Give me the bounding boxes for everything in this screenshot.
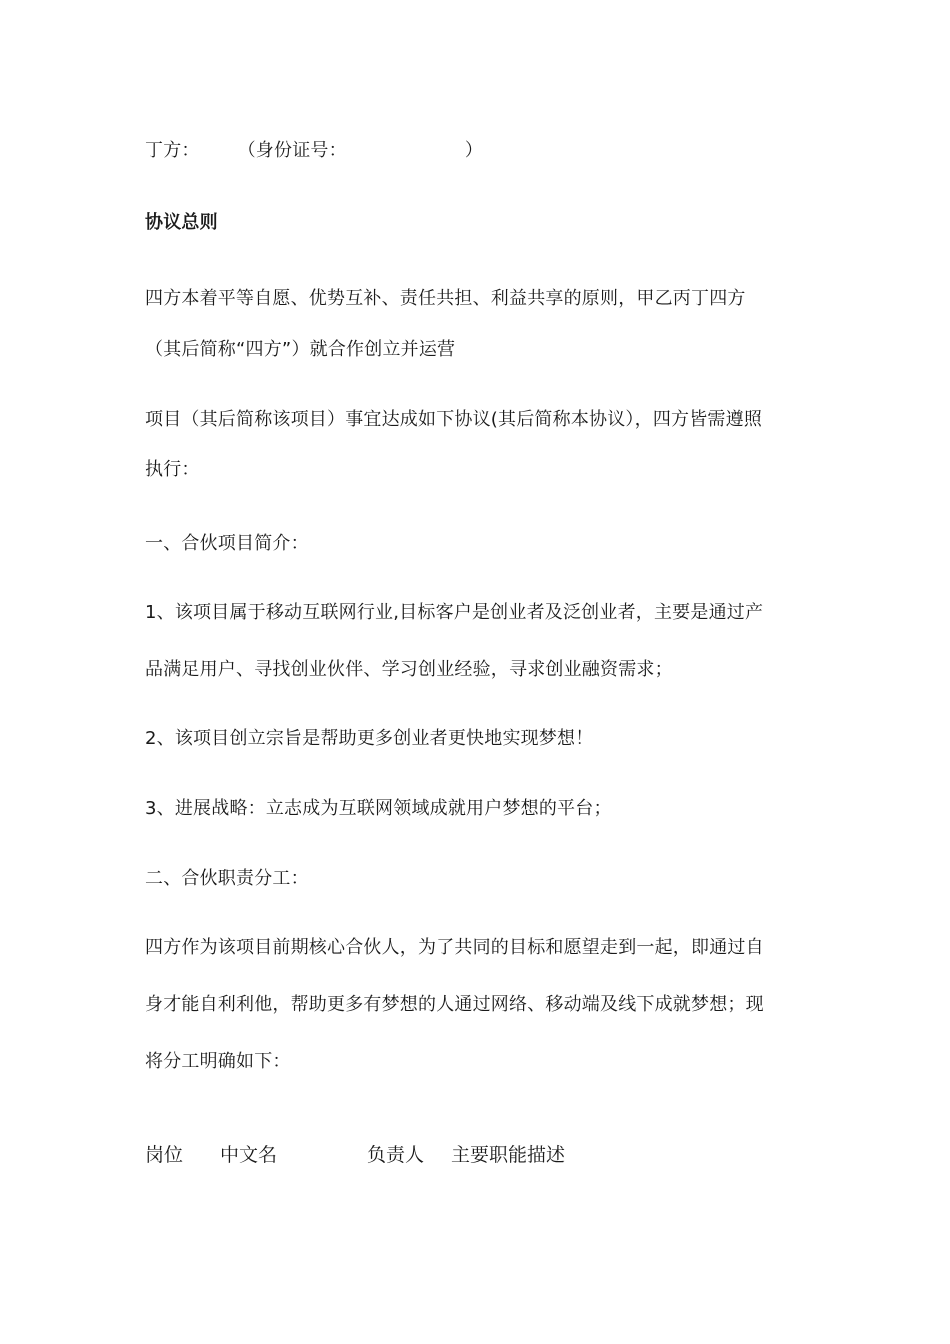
- duty-title: 二、合伙职责分工：: [145, 868, 309, 889]
- party-d-label: 丁方：: [145, 140, 200, 161]
- intro-item-1-line-1: 1、该项目属于移动互联网行业,目标客户是创业者及泛创业者，主要是通过产: [145, 602, 764, 623]
- general-paragraph-2-line-1: 项目（其后简称该项目）事宜达成如下协议(其后简称本协议），四方皆需遵照: [145, 409, 763, 430]
- duty-paragraph-line-2: 身才能自利利他，帮助更多有梦想的人通过网络、移动端及线下成就梦想；现: [145, 994, 764, 1015]
- general-paragraph-1-line-1: 四方本着平等自愿、优势互补、责任共担、利益共享的原则，甲乙丙丁四方: [145, 288, 746, 309]
- table-header-post: 岗位: [145, 1144, 184, 1166]
- party-d-id-label: （身份证号：: [237, 140, 347, 161]
- general-title: 协议总则: [145, 212, 218, 233]
- intro-item-3: 3、进展战略：立志成为互联网领域成就用户梦想的平台；: [145, 798, 612, 819]
- duty-paragraph-line-3: 将分工明确如下：: [145, 1051, 291, 1072]
- table-header-owner: 负责人: [367, 1144, 425, 1166]
- intro-item-2: 2、该项目创立宗旨是帮助更多创业者更快地实现梦想！: [145, 728, 594, 749]
- general-paragraph-2-line-2: 执行：: [145, 459, 200, 480]
- duty-paragraph-line-1: 四方作为该项目前期核心合伙人，为了共同的目标和愿望走到一起，即通过自: [145, 937, 764, 958]
- table-header-description: 主要职能描述: [451, 1144, 566, 1166]
- intro-item-1-line-2: 品满足用户、寻找创业伙伴、学习创业经验，寻求创业融资需求；: [145, 659, 673, 680]
- intro-title: 一、合伙项目简介：: [145, 533, 309, 554]
- party-d-row: [145, 139, 483, 163]
- general-paragraph-1-line-2: （其后简称“四方”）就合作创立并运营: [145, 339, 456, 360]
- table-header-chinese-name: 中文名: [220, 1144, 278, 1166]
- party-d-id-close: ）: [464, 140, 484, 161]
